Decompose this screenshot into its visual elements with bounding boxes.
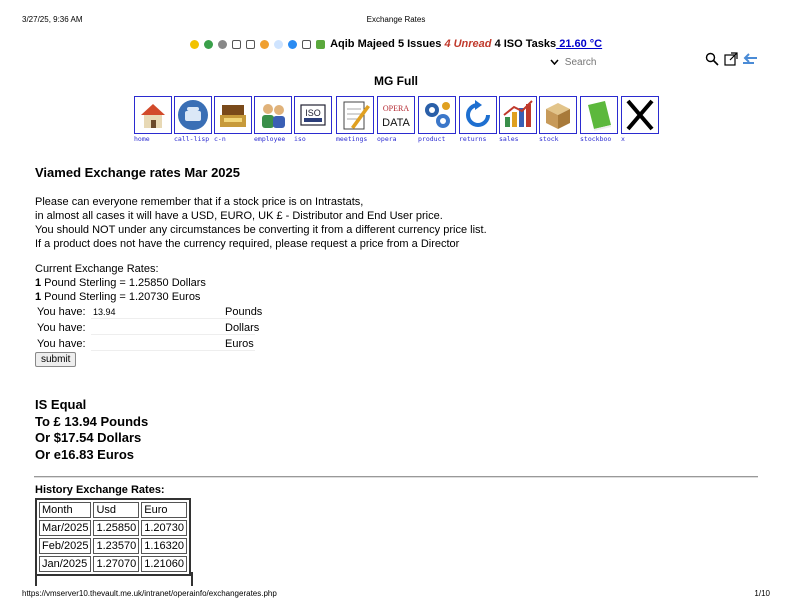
history-table	[35, 498, 191, 576]
column-header: Euro	[141, 502, 187, 518]
box-icon	[540, 97, 576, 133]
result-line: To £ 13.94 Pounds	[35, 413, 149, 429]
iso-badge-icon	[295, 97, 331, 133]
nav-home-label[interactable]: home	[134, 135, 150, 143]
result-line: Or $17.54 Dollars	[35, 430, 142, 445]
notice-line: in almost all cases it will have a USD, EURO, UK £ - Distributor and End User price.	[35, 210, 443, 222]
converter-row-dollars	[35, 322, 295, 338]
notice-line: Please can everyone remember that if a stock price is on Intrastats,	[35, 196, 364, 208]
you-have-label: You have:	[37, 338, 86, 350]
nav-opera-label[interactable]: opera	[377, 135, 397, 143]
table-cell: Mar/2025	[39, 520, 91, 536]
history-table-continuation	[35, 572, 193, 586]
rate-euros: 1 Pound Sterling = 1.20730 Euros	[35, 291, 201, 303]
issues-count[interactable]: 5	[397, 38, 405, 50]
column-header: Month	[39, 502, 91, 518]
nav-iso-label[interactable]: iso	[294, 135, 306, 143]
house-icon	[135, 97, 171, 133]
nav-meetings-label[interactable]: meetings	[336, 135, 368, 143]
table-row	[39, 520, 187, 536]
nav-stock-label[interactable]: stock	[539, 135, 559, 143]
rate-dollars: 1 Pound Sterling = 1.25850 Dollars	[35, 277, 206, 289]
temperature-link[interactable]: 21.60 °C	[556, 38, 603, 50]
you-have-label: You have:	[37, 306, 86, 318]
notice-line: If a product does not have the currency required, please request a price from a Director	[35, 238, 460, 250]
nav-home[interactable]	[134, 96, 172, 134]
status-bar	[0, 38, 792, 50]
table-cell: Feb/2025	[39, 538, 91, 554]
svg-text:OPERA: OPERA	[382, 104, 410, 113]
notice-line: You should NOT under any circumstances be converting it from a different currency price list.	[35, 224, 487, 236]
green-book-icon	[581, 97, 617, 133]
star-icon[interactable]	[190, 40, 199, 49]
telephone-icon	[175, 97, 211, 133]
site-title: MG Full	[374, 74, 418, 88]
help-icon[interactable]	[260, 40, 269, 49]
nav-product-label[interactable]: product	[418, 135, 446, 143]
history-title: History Exchange Rates:	[35, 484, 165, 496]
nav-opera[interactable]	[377, 96, 415, 134]
sparkle-icon[interactable]	[274, 40, 283, 49]
settings-icon[interactable]	[218, 40, 227, 49]
external-link-icon[interactable]	[724, 52, 738, 66]
nav-c-n[interactable]	[214, 96, 252, 134]
nav-call-lisp[interactable]	[174, 96, 212, 134]
nav-employee-label[interactable]: employee	[254, 135, 286, 143]
euros-unit: Euros	[225, 338, 254, 350]
print-doc-title: Exchange Rates	[366, 15, 426, 24]
nav-iso[interactable]	[294, 96, 332, 134]
opera-data-icon	[378, 97, 414, 133]
nav-returns-label[interactable]: returns	[459, 135, 487, 143]
issues-label[interactable]: Issues	[407, 38, 442, 50]
dollars-unit: Dollars	[225, 322, 260, 334]
grid-icon[interactable]	[232, 40, 241, 49]
back-arrow-icon[interactable]	[742, 52, 758, 66]
iso-tasks-link[interactable]: 4 ISO Tasks	[494, 38, 557, 50]
table-cell: 1.20730	[141, 520, 187, 536]
nav-stock[interactable]	[539, 96, 577, 134]
price-notice	[35, 195, 487, 251]
globe-icon[interactable]	[204, 40, 213, 49]
nav-c-n-label[interactable]: c-n	[214, 135, 226, 143]
nav-stockboo[interactable]	[580, 96, 618, 134]
unread-issues-link[interactable]: 4 Unread	[444, 38, 492, 50]
nav-meetings[interactable]	[336, 96, 374, 134]
print-page-number: 1/10	[754, 589, 770, 598]
shopping-bag-icon[interactable]	[316, 40, 325, 49]
table-cell: 1.21060	[141, 556, 187, 572]
people-icon	[255, 97, 291, 133]
table-cell: 1.25850	[93, 520, 139, 536]
divider	[34, 476, 758, 478]
print-datetime: 3/27/25, 9:36 AM	[22, 15, 83, 24]
current-rates-title: Current Exchange Rates:	[35, 263, 159, 275]
nav-sales[interactable]	[499, 96, 537, 134]
table-row	[39, 538, 187, 554]
gears-icon	[419, 97, 455, 133]
converter-row-pounds	[35, 306, 295, 322]
svg-text:ISO: ISO	[305, 108, 321, 118]
nav-sales-label[interactable]: sales	[499, 135, 519, 143]
notepad-pencil-icon	[337, 97, 373, 133]
nav-x[interactable]	[621, 96, 659, 134]
print-url: https://vmserver10.thevault.me.uk/intranet/operainfo/exchangerates.php	[22, 589, 277, 598]
sales-chart-icon	[500, 97, 536, 133]
result-line: Or e16.83 Euros	[35, 446, 134, 462]
user-name[interactable]: Aqib Majeed	[330, 38, 395, 50]
result-line: IS Equal	[35, 397, 87, 412]
pounds-unit: Pounds	[225, 306, 263, 318]
table-cell: 1.23570	[93, 538, 139, 554]
search-icon[interactable]	[705, 52, 719, 66]
table-cell: 1.16320	[141, 538, 187, 554]
nav-returns[interactable]	[459, 96, 497, 134]
svg-text:DATA: DATA	[382, 117, 410, 129]
table-header-row	[39, 502, 187, 518]
you-have-label: You have:	[37, 322, 86, 334]
conversion-result	[35, 397, 148, 463]
page-title: Viamed Exchange rates Mar 2025	[35, 165, 240, 180]
nav-employee[interactable]	[254, 96, 292, 134]
table-cell: 1.27070	[93, 556, 139, 572]
nav-product[interactable]	[418, 96, 456, 134]
line-chart-icon[interactable]	[302, 40, 311, 49]
column-header: Usd	[93, 502, 139, 518]
copy-icon[interactable]	[246, 40, 255, 49]
current-rates	[35, 262, 206, 304]
nav-x-label[interactable]: x	[621, 135, 625, 143]
chevron-down-icon[interactable]	[548, 57, 560, 68]
messenger-icon[interactable]	[288, 40, 297, 49]
nav-stockboo-label[interactable]: stockboo	[580, 135, 612, 143]
return-arrow-icon	[460, 97, 496, 133]
search-area	[548, 55, 702, 69]
submit-button[interactable]: submit	[35, 352, 76, 367]
table-row	[39, 556, 187, 572]
converter-form	[35, 306, 295, 370]
x-close-icon	[622, 97, 658, 133]
table-cell: Jan/2025	[39, 556, 91, 572]
cash-register-icon	[215, 97, 251, 133]
nav-call-lisp-label[interactable]: call-lisp	[174, 135, 210, 143]
search-input[interactable]	[563, 55, 702, 70]
